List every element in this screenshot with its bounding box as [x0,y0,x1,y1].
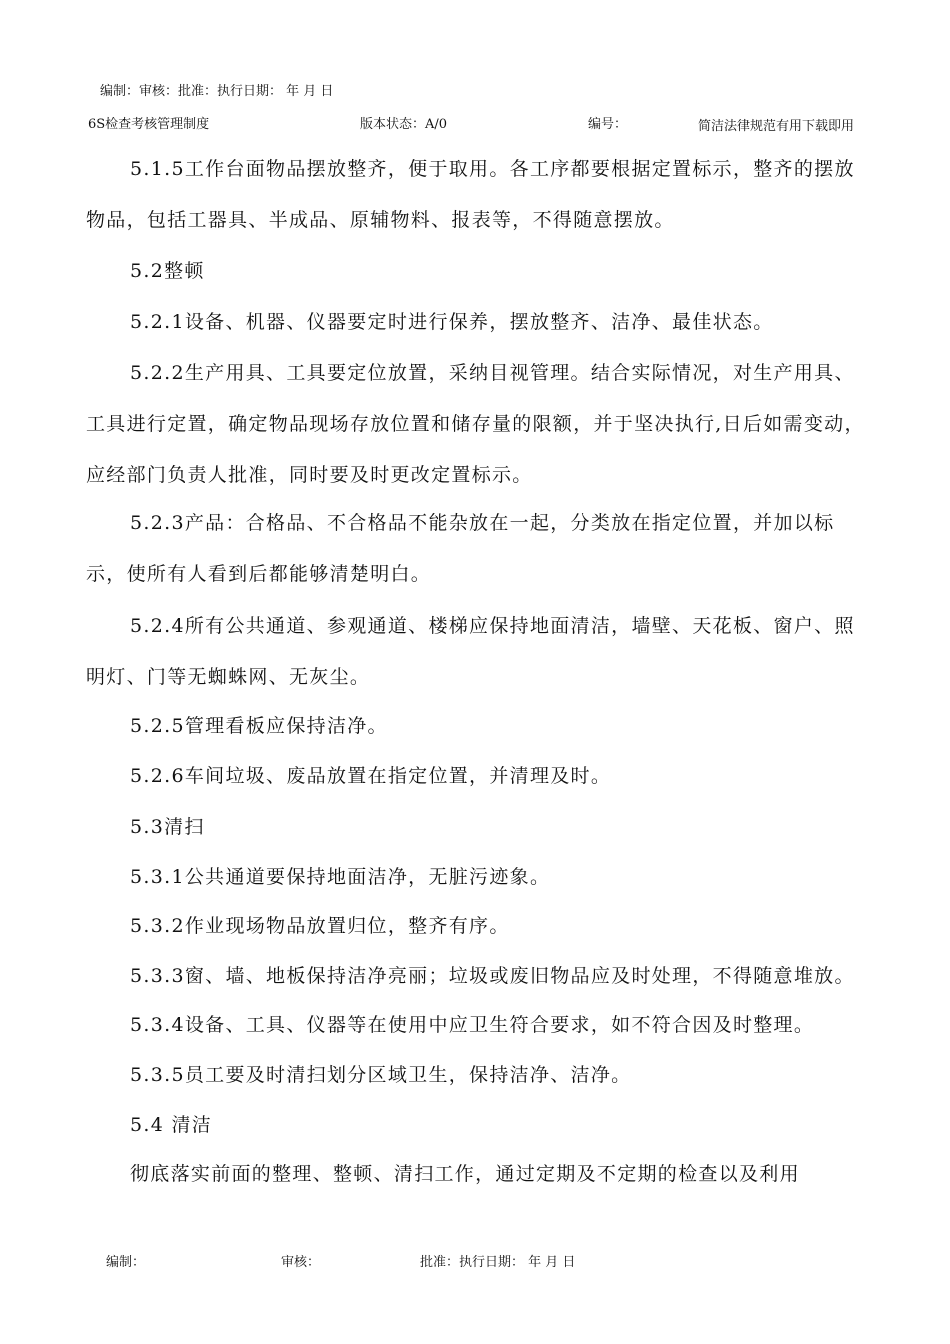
version-status: 版本状态：A/0 [360,117,448,132]
footer-approved: 批准：执行日期： 年 月 日 [420,1255,576,1270]
paragraph-5-3-1: 5.3.1公共通道要保持地面洁净，无脏污迹象。 [130,866,551,888]
doc-title: 6S检查考核管理制度 [88,117,210,132]
paragraph-line: 应经部门负责人批准，同时要及时更改定置标示。 [86,464,533,486]
paragraph-5-3-3: 5.3.3窗、墙、地板保持洁净亮丽；垃圾或废旧物品应及时处理，不得随意堆放。 [130,965,855,987]
footer-reviewed: 审核： [281,1255,321,1270]
paragraph-5-2-1: 5.2.1设备、机器、仪器要定时进行保养，摆放整齐、洁净、最佳状态。 [130,311,774,333]
paragraph-5-3-4: 5.3.4设备、工具、仪器等在使用中应卫生符合要求，如不符合因及时整理。 [130,1014,815,1036]
paragraph-line: 示，使所有人看到后都能够清楚明白。 [86,563,432,585]
paragraph-5-4: 彻底落实前面的整理、整顿、清扫工作，通过定期及不定期的检查以及利用 [130,1163,800,1185]
paragraph-5-2-5: 5.2.5管理看板应保持洁净。 [130,715,388,737]
paragraph-5-2-6: 5.2.6车间垃圾、废品放置在指定位置，并清理及时。 [130,765,612,787]
paragraph-5-2-3 [86,498,896,600]
paragraph-line: 5.2.2生产用具、工具要定位放置，采纳目视管理。结合实际情况，对生产用具、 [130,362,855,384]
paragraph-line: 明灯、门等无蜘蛛网、无灰尘。 [86,666,371,688]
section-heading-5-2: 5.2整顿 [130,260,205,282]
header-tagline: 简洁法律规范有用下载即用 [698,119,855,134]
paragraph-line: 5.2.3产品：合格品、不合格品不能杂放在一起，分类放在指定位置，并加以标 [130,512,835,534]
paragraph-5-2-4 [86,601,896,703]
paragraph-5-1-5 [86,144,896,246]
section-heading-5-4: 5.4 清洁 [130,1114,213,1136]
paragraph-line: 物品，包括工器具、半成品、原辅物料、报表等，不得随意摆放。 [86,209,675,231]
paragraph-line: 5.1.5工作台面物品摆放整齐，便于取用。各工序都要根据定置标示，整齐的摆放 [130,158,855,180]
footer-compiled: 编制： [106,1255,146,1270]
header-approval-line: 编制：审核：批准：执行日期： 年 月 日 [100,84,334,99]
paragraph-5-3-5: 5.3.5员工要及时清扫划分区域卫生，保持洁净、洁净。 [130,1064,632,1086]
paragraph-5-3-2: 5.3.2作业现场物品放置归位，整齐有序。 [130,915,510,937]
section-heading-5-3: 5.3清扫 [130,816,205,838]
paragraph-5-2-2 [86,348,896,501]
doc-number-label: 编号： [588,117,628,132]
paragraph-line: 5.2.4所有公共通道、参观通道、楼梯应保持地面清洁，墙壁、天花板、窗户、照 [130,615,855,637]
paragraph-line: 工具进行定置，确定物品现场存放位置和储存量的限额，并于坚决执行,日后如需变动， [86,413,865,435]
